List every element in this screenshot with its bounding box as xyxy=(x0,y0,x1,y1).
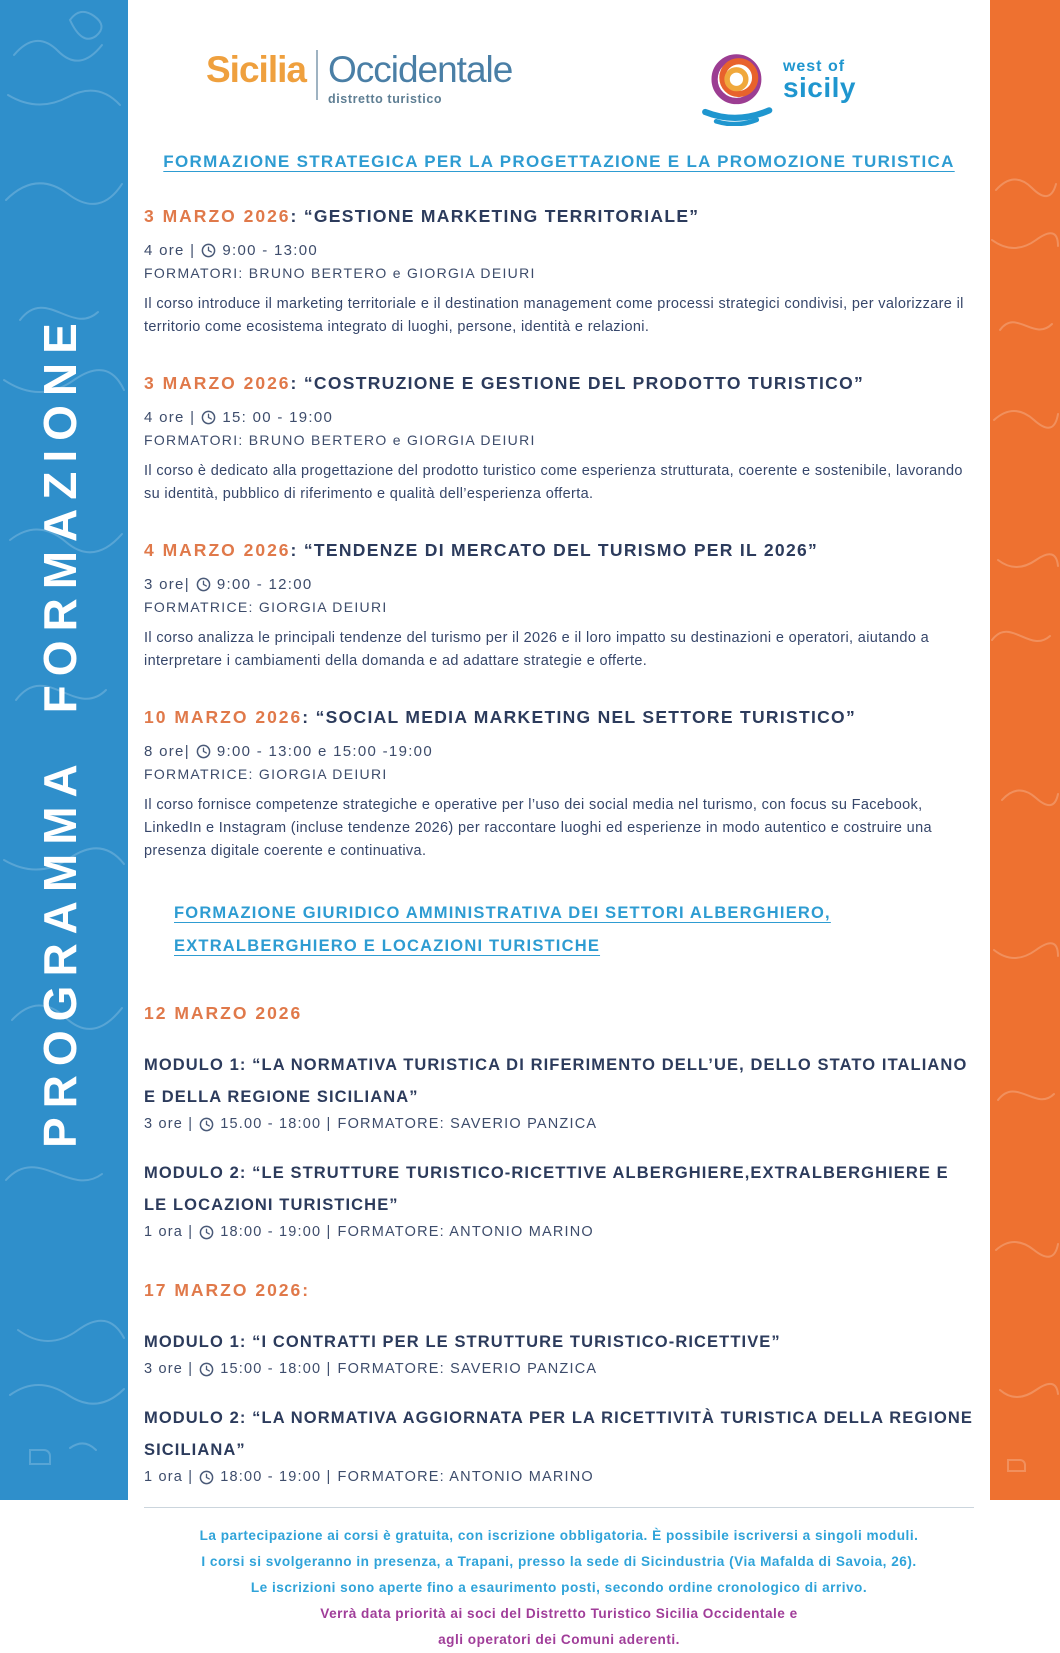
day-date: 17 MARZO 2026: xyxy=(144,1280,311,1300)
logo-primary-text: Sicilia xyxy=(206,49,306,90)
module-title: MODULO 1: “I CONTRATTI PER LE STRUTTURE TURISTICO-RICETTIVE” xyxy=(144,1333,781,1351)
footer-line: La partecipazione ai corsi è gratuita, con iscrizione obbligatoria. È possibile iscriversi a singoli moduli. xyxy=(199,1528,919,1543)
course-title: “TENDENZE DI MERCATO DEL TURISMO PER IL 2026” xyxy=(303,540,819,560)
module-time: 15:00 - 18:00 | xyxy=(220,1361,332,1377)
footer-note xyxy=(144,1507,974,1653)
clock-icon xyxy=(199,1362,214,1377)
squiggle-pattern-icon xyxy=(990,0,1060,1500)
module-duration: 1 ora | xyxy=(144,1224,194,1240)
module-duration: 3 ore | xyxy=(144,1116,194,1132)
right-accent-bar xyxy=(990,0,1060,1500)
footer-line: agli operatori dei Comuni aderenti. xyxy=(438,1632,680,1647)
clock-icon xyxy=(196,577,211,592)
course-title: “GESTIONE MARKETING TERRITORIALE” xyxy=(303,206,700,226)
course-time: 15: 00 - 19:00 xyxy=(222,409,334,426)
course-block xyxy=(144,538,974,673)
footer-line: Verrà data priorità ai soci del Distretto Turistico Sicilia Occidentale e xyxy=(320,1606,798,1621)
course-hours: 4 ore | xyxy=(144,242,196,259)
logo-west-of-text: west of xyxy=(782,58,846,75)
module-block xyxy=(144,1402,974,1485)
colon: : xyxy=(302,707,316,727)
course-hours: 4 ore | xyxy=(144,409,196,426)
swirl-sun-icon xyxy=(697,48,779,126)
section1-heading: FORMAZIONE STRATEGICA PER LA PROGETTAZIONE E LA PROMOZIONE TURISTICA xyxy=(163,152,955,171)
module-title: MODULO 2: “LE STRUTTURE TURISTICO-RICETTIVE ALBERGHIERE,EXTRALBERGHIERE E LE LOCAZIONI TURISTICHE” xyxy=(144,1164,949,1214)
module-block xyxy=(144,1157,974,1240)
footer-line: Le iscrizioni sono aperte fino a esaurimento posti, secondo ordine cronologico di arrivo. xyxy=(250,1580,868,1595)
logo-divider xyxy=(316,50,318,100)
module-duration: 1 ora | xyxy=(144,1469,194,1485)
course-date: 3 MARZO 2026 xyxy=(144,373,291,393)
clock-icon xyxy=(199,1225,214,1240)
module-trainer: FORMATORE: ANTONIO MARINO xyxy=(337,1224,594,1240)
course-title: “COSTRUZIONE E GESTIONE DEL PRODOTTO TURISTICO” xyxy=(303,373,865,393)
course-schedule xyxy=(144,239,974,262)
logo-sicily-text: sicily xyxy=(782,72,856,103)
module-trainer: FORMATORE: SAVERIO PANZICA xyxy=(337,1361,598,1377)
module-trainer: FORMATORE: SAVERIO PANZICA xyxy=(337,1116,598,1132)
course-description: Il corso è dedicato alla progettazione del prodotto turistico come esperienza strutturata, coerente e sostenibile, lavorando su identità, pubblico di riferimento e qualità dell’esperienza offerta. xyxy=(144,463,963,502)
course-title-row xyxy=(144,371,974,395)
sicilia-occidentale-logo xyxy=(206,48,512,106)
module-time: 18:00 - 19:00 | xyxy=(220,1224,332,1240)
left-sidebar xyxy=(0,0,128,1500)
module-schedule xyxy=(144,1116,974,1132)
clock-icon xyxy=(199,1470,214,1485)
footer-line: I corsi si svolgeranno in presenza, a Trapani, presso la sede di Sicindustria (Via Mafalda di Savoia, 26). xyxy=(201,1554,917,1569)
course-block xyxy=(144,204,974,339)
clock-icon xyxy=(199,1117,214,1132)
section2-heading xyxy=(174,897,914,963)
course-schedule xyxy=(144,406,974,429)
logo-secondary-text: Occidentale xyxy=(327,49,513,90)
logo-tagline: distretto turistico xyxy=(327,92,443,106)
clock-icon xyxy=(201,410,216,425)
course-title: “SOCIAL MEDIA MARKETING NEL SETTORE TURISTICO” xyxy=(315,707,857,727)
course-hours: 8 ore| xyxy=(144,743,190,760)
document-body xyxy=(128,0,990,1647)
course-trainers: FORMATORI: BRUNO BERTERO e GIORGIA DEIURI xyxy=(144,265,536,281)
course-title-row xyxy=(144,705,974,729)
course-trainers: FORMATORI: BRUNO BERTERO e GIORGIA DEIURI xyxy=(144,432,536,448)
module-trainer: FORMATORE: ANTONIO MARINO xyxy=(337,1469,594,1485)
course-date: 3 MARZO 2026 xyxy=(144,206,291,226)
course-hours: 3 ore| xyxy=(144,576,190,593)
course-description: Il corso analizza le principali tendenze del turismo per il 2026 e il loro impatto su destinazioni e operatori, aiutando a interpretare i cambiamenti della domanda e ad adattare strategie e offerte. xyxy=(144,630,930,669)
course-time: 9:00 - 12:00 xyxy=(216,576,313,593)
module-title: MODULO 2: “LA NORMATIVA AGGIORNATA PER LA RICETTIVITÀ TURISTICA DELLA REGIONE SICILIANA” xyxy=(144,1409,974,1459)
course-block xyxy=(144,371,974,506)
course-trainers: FORMATRICE: GIORGIA DEIURI xyxy=(144,599,388,615)
course-title-row xyxy=(144,538,974,562)
colon: : xyxy=(290,373,304,393)
course-date: 4 MARZO 2026 xyxy=(144,540,291,560)
day-date: 12 MARZO 2026 xyxy=(144,1003,303,1023)
module-time: 15.00 - 18:00 | xyxy=(220,1116,332,1132)
course-description: Il corso introduce il marketing territoriale e il destination management come processi strategici condivisi, per valorizzare il territorio come ecosistema integrato di luoghi, persone, identità e relazioni. xyxy=(144,296,964,335)
clock-icon xyxy=(196,744,211,759)
west-of-sicily-logo xyxy=(697,48,856,126)
course-block xyxy=(144,705,974,863)
section2-heading-line1: FORMAZIONE GIURIDICO AMMINISTRATIVA DEI SETTORI ALBERGHIERO, xyxy=(174,904,831,922)
course-title-row xyxy=(144,204,974,228)
colon: : xyxy=(290,206,304,226)
module-block xyxy=(144,1326,974,1377)
module-schedule xyxy=(144,1224,974,1240)
sidebar-vertical-title: PROGRAMMA FORMAZIONE xyxy=(34,314,86,1148)
section2-heading-line2: EXTRALBERGHIERO E LOCAZIONI TURISTICHE xyxy=(174,937,601,955)
colon: : xyxy=(290,540,304,560)
header xyxy=(144,48,974,128)
clock-icon xyxy=(201,243,216,258)
module-block xyxy=(144,1049,974,1132)
module-duration: 3 ore | xyxy=(144,1361,194,1377)
module-time: 18:00 - 19:00 | xyxy=(220,1469,332,1485)
course-time: 9:00 - 13:00 e 15:00 -19:00 xyxy=(216,743,433,760)
course-description: Il corso fornisce competenze strategiche e operative per l’uso dei social media nel turismo, con focus su Facebook, LinkedIn e Instagram (incluse tendenze 2026) per raccontare luoghi ed esperienze in modo autentico e costruire una presenza digitale coerente e continuativa. xyxy=(144,797,932,859)
sea-waves-icon xyxy=(705,110,769,117)
module-schedule xyxy=(144,1469,974,1485)
module-schedule xyxy=(144,1361,974,1377)
course-trainers: FORMATRICE: GIORGIA DEIURI xyxy=(144,766,388,782)
course-schedule xyxy=(144,740,974,763)
module-title: MODULO 1: “LA NORMATIVA TURISTICA DI RIFERIMENTO DELL’UE, DELLO STATO ITALIANO E DELLA REGIONE SICILIANA” xyxy=(144,1056,968,1106)
course-schedule xyxy=(144,573,974,596)
course-date: 10 MARZO 2026 xyxy=(144,707,303,727)
course-time: 9:00 - 13:00 xyxy=(222,242,319,259)
